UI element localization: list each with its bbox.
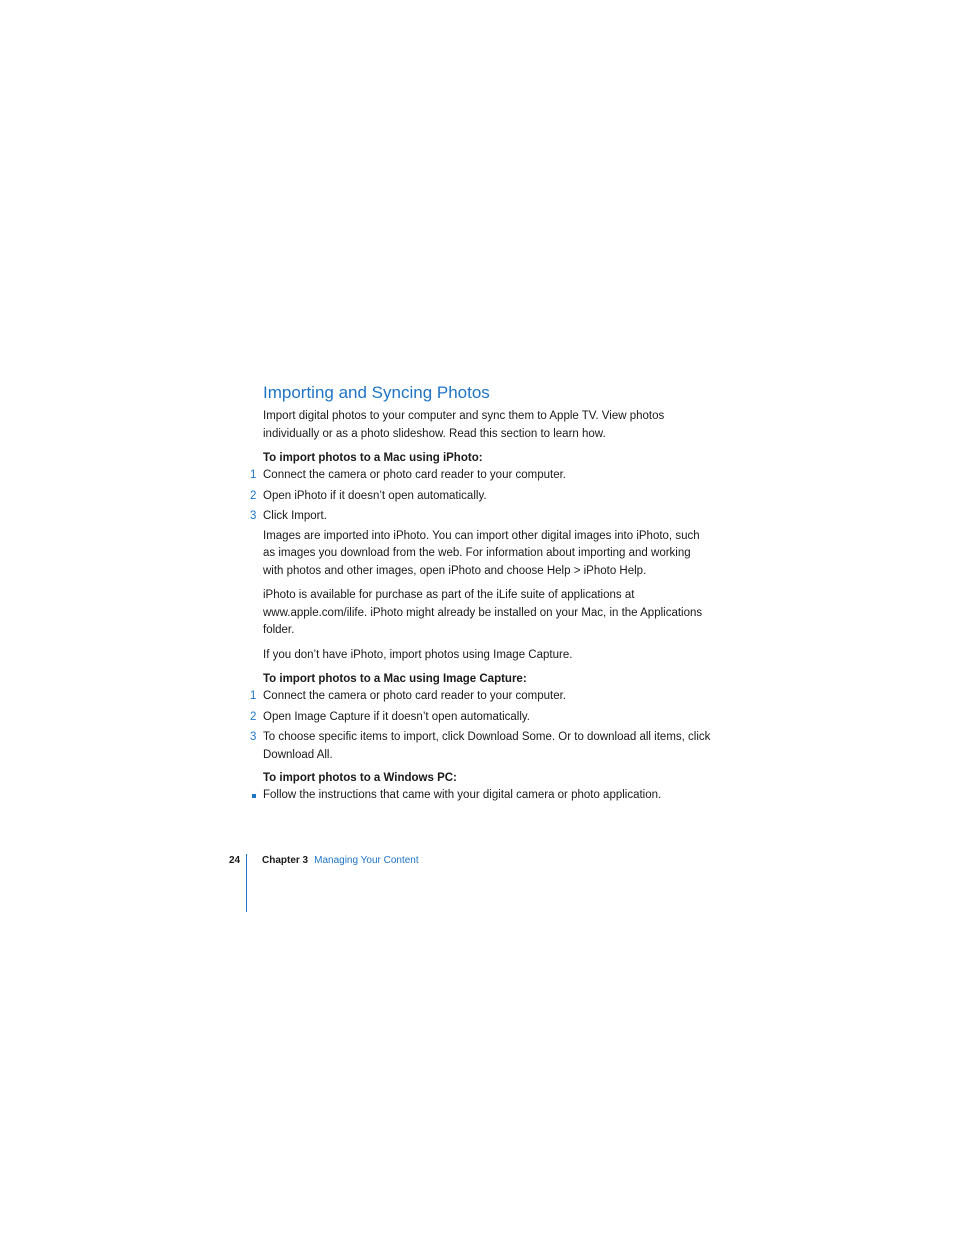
procedure-heading-iphoto: To import photos to a Mac using iPhoto: (263, 452, 483, 464)
procedure-heading-image-capture: To import photos to a Mac using Image Capture: (263, 673, 527, 685)
chapter-reference (262, 854, 419, 867)
step-image-capture-2 (250, 709, 713, 727)
note-paragraph: iPhoto is available for purchase as part of the iLife suite of applications at www.apple.com/ilife. iPhoto might already be installed on your Mac, in the Applications folder. (263, 589, 703, 636)
step-text: Connect the camera or photo card reader to your computer. (263, 469, 566, 481)
step-number: 1 (250, 469, 257, 481)
step-number: 3 (250, 731, 257, 743)
step-image-capture-3 (250, 729, 713, 764)
step-number: 2 (250, 710, 257, 723)
chapter-label: Chapter 3 (262, 855, 309, 866)
step-number: 1 (250, 690, 257, 702)
step-number: 2 (250, 489, 257, 502)
step-iphoto-1 (250, 467, 713, 485)
step-image-capture-1 (250, 688, 713, 706)
note-paragraph: Images are imported into iPhoto. You can import other digital images into iPhoto, such as images you download from the web. For information about importing and working with photos and other images, open iPhoto and choose Help > iPhoto Help. (263, 529, 700, 577)
step-iphoto-2 (250, 488, 713, 506)
section-title: Importing and Syncing Photos (263, 383, 490, 402)
step-iphoto-3 (250, 508, 713, 526)
bullet-square-icon (252, 794, 256, 798)
step-text: Open iPhoto if it doesn’t open automatically. (263, 489, 487, 502)
page-footer (0, 854, 954, 914)
footer-divider (246, 854, 247, 912)
step-number: 3 (250, 510, 257, 522)
step-text: Connect the camera or photo card reader to your computer. (263, 690, 566, 702)
step-text: To choose specific items to import, click Download Some. Or to download all items, click Download All. (263, 731, 711, 761)
page-content (250, 382, 713, 808)
page-number: 24 (229, 855, 241, 866)
note-paragraph: If you don’t have iPhoto, import photos using Image Capture. (263, 648, 573, 661)
procedure-heading-windows: To import photos to a Windows PC: (263, 772, 457, 784)
step-text: Click Import. (263, 510, 327, 522)
step-text: Open Image Capture if it doesn’t open automatically. (263, 710, 530, 723)
intro-paragraph: Import digital photos to your computer and sync them to Apple TV. View photos individually or as a photo slideshow. Read this section to learn how. (263, 410, 665, 440)
bullet-text: Follow the instructions that came with your digital camera or photo application. (263, 789, 662, 801)
chapter-name: Managing Your Content (314, 855, 419, 866)
bullet-windows-1 (263, 787, 713, 805)
